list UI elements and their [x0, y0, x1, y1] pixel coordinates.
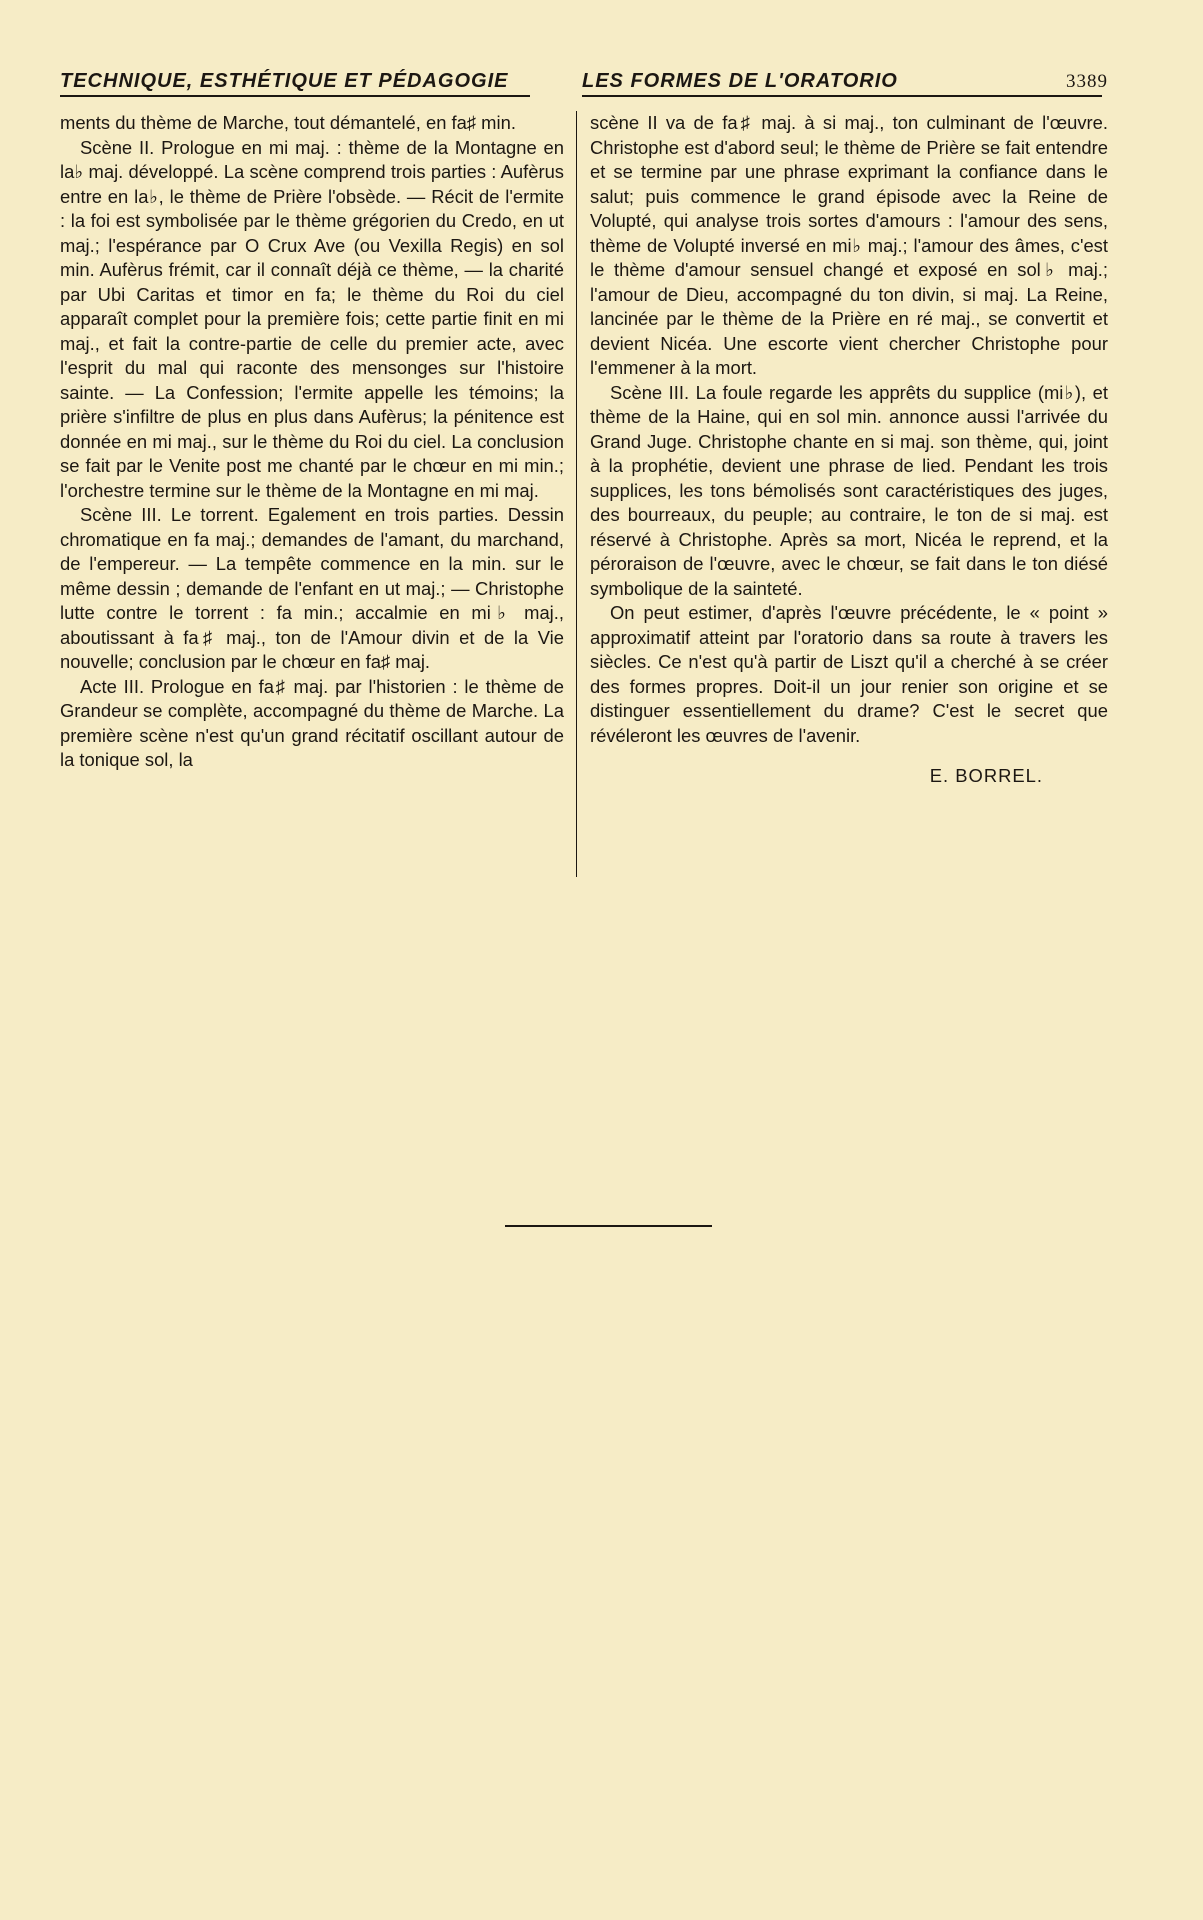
paragraph: On peut estimer, d'après l'œuvre précédente, le « point » approximatif atteint par l'oratorio dans sa route à travers les siècles. Ce n'est qu'à partir de Liszt qu'il a cherché à se créer des formes propres. Doit-il un jour renier son origine et se distinguer essentiellement du drame? C'est le secret que révéleront les œuvres de l'avenir. — [590, 602, 1108, 746]
paragraph: Acte III. Prologue en fa♯ maj. par l'historien : le thème de Grandeur se complète, accompagné du thème de Marche. La première scène n'est qu'un grand récitatif oscillant autour de la tonique sol, la — [60, 675, 564, 770]
end-rule — [505, 1225, 712, 1227]
running-header — [60, 70, 1123, 100]
paragraph: Scène II. Prologue en mi maj. : thème de la Montagne en la♭ maj. développé. La scène comprend trois parties : Aufèrus entre en la♭, le thème de Prière l'obsède. — Récit de l'ermite : la foi est symbolisée par le thème grégorien du Credo, en ut maj.; l'espérance par O Crux Ave (ou Vexilla Regis) en sol min. Aufèrus frémit, car il connaît déjà ce thème, — la charité par Ubi Caritas et timor en fa; le thème du Roi du ciel apparaît complet pour la première fois; cette partie finit en mi maj., et fait la contre-partie de celle du premier acte, avec l'esprit du mal qui raconte des mensonges sur l'histoire sainte. — La Confession; l'ermite appelle les témoins; la prière s'infiltre de plus en plus dans Aufèrus; la pénitence est donnée en mi maj., sur le thème du Roi du ciel. La conclusion se fait par le Venite post me chanté par le chœur en mi min.; l'orchestre termine sur le thème de la Montagne en mi maj. — [60, 136, 564, 501]
author-signature: E. BORREL. — [929, 765, 1043, 786]
page-number: 3389 — [1066, 71, 1108, 92]
right-column — [590, 111, 1108, 789]
header-left-title: TECHNIQUE, ESTHÉTIQUE ET PÉDAGOGIE — [60, 70, 530, 97]
header-right-title — [582, 70, 1108, 97]
paragraph: ments du thème de Marche, tout démantelé, en fa♯ min. — [60, 112, 516, 133]
paragraph: Scène III. La foule regarde les apprêts du supplice (mi♭), et thème de la Haine, qui en sol min. annonce aussi l'arrivée du Grand Juge. Christophe chante en si maj. son thème, qui, joint à la prophétie, devient une phrase de lied. Pendant les trois supplices, les tons bémolisés sont caractéristiques des juges, des bourreaux, du peuple; au contraire, le ton de si maj. est réservé à Christophe. Après sa mort, Nicéa le reprend, et la péroraison de l'œuvre, avec le chœur, se fait dans le ton diésé symbolique de la sainteté. — [590, 381, 1108, 599]
left-column — [60, 111, 577, 877]
paragraph: Scène III. Le torrent. Egalement en trois parties. Dessin chromatique en fa maj.; demandes de l'amant, du marchand, de l'empereur. — La tempête commence en la min. sur le même dessin ; demande de l'enfant en ut maj.; — Christophe lutte contre le torrent : fa min.; accalmie en mi♭ maj., aboutissant à fa♯ maj., ton de l'Amour divin et de la Vie nouvelle; conclusion par le chœur en fa♯ maj. — [60, 504, 564, 672]
header-right-text: LES FORMES DE L'ORATORIO — [582, 70, 898, 92]
paragraph: scène II va de fa♯ maj. à si maj., ton culminant de l'œuvre. Christophe est d'abord seul; le thème de Prière se fait entendre et se termine par une phrase exprimant la confiance dans le salut; puis commence le grand épisode avec la Reine de Volupté, qui analyse trois sortes d'amours : l'amour des sens, thème de Volupté inversé en mi♭ maj.; l'amour des âmes, c'est le thème d'amour sensuel changé et exposé en sol♭ maj.; l'amour de Dieu, accompagné du ton divin, si maj. La Reine, lancinée par le thème de la Prière en ré maj., se convertit et devient Nicéa. Une escorte vient chercher Christophe pour l'emmener à la mort. — [590, 112, 1108, 378]
